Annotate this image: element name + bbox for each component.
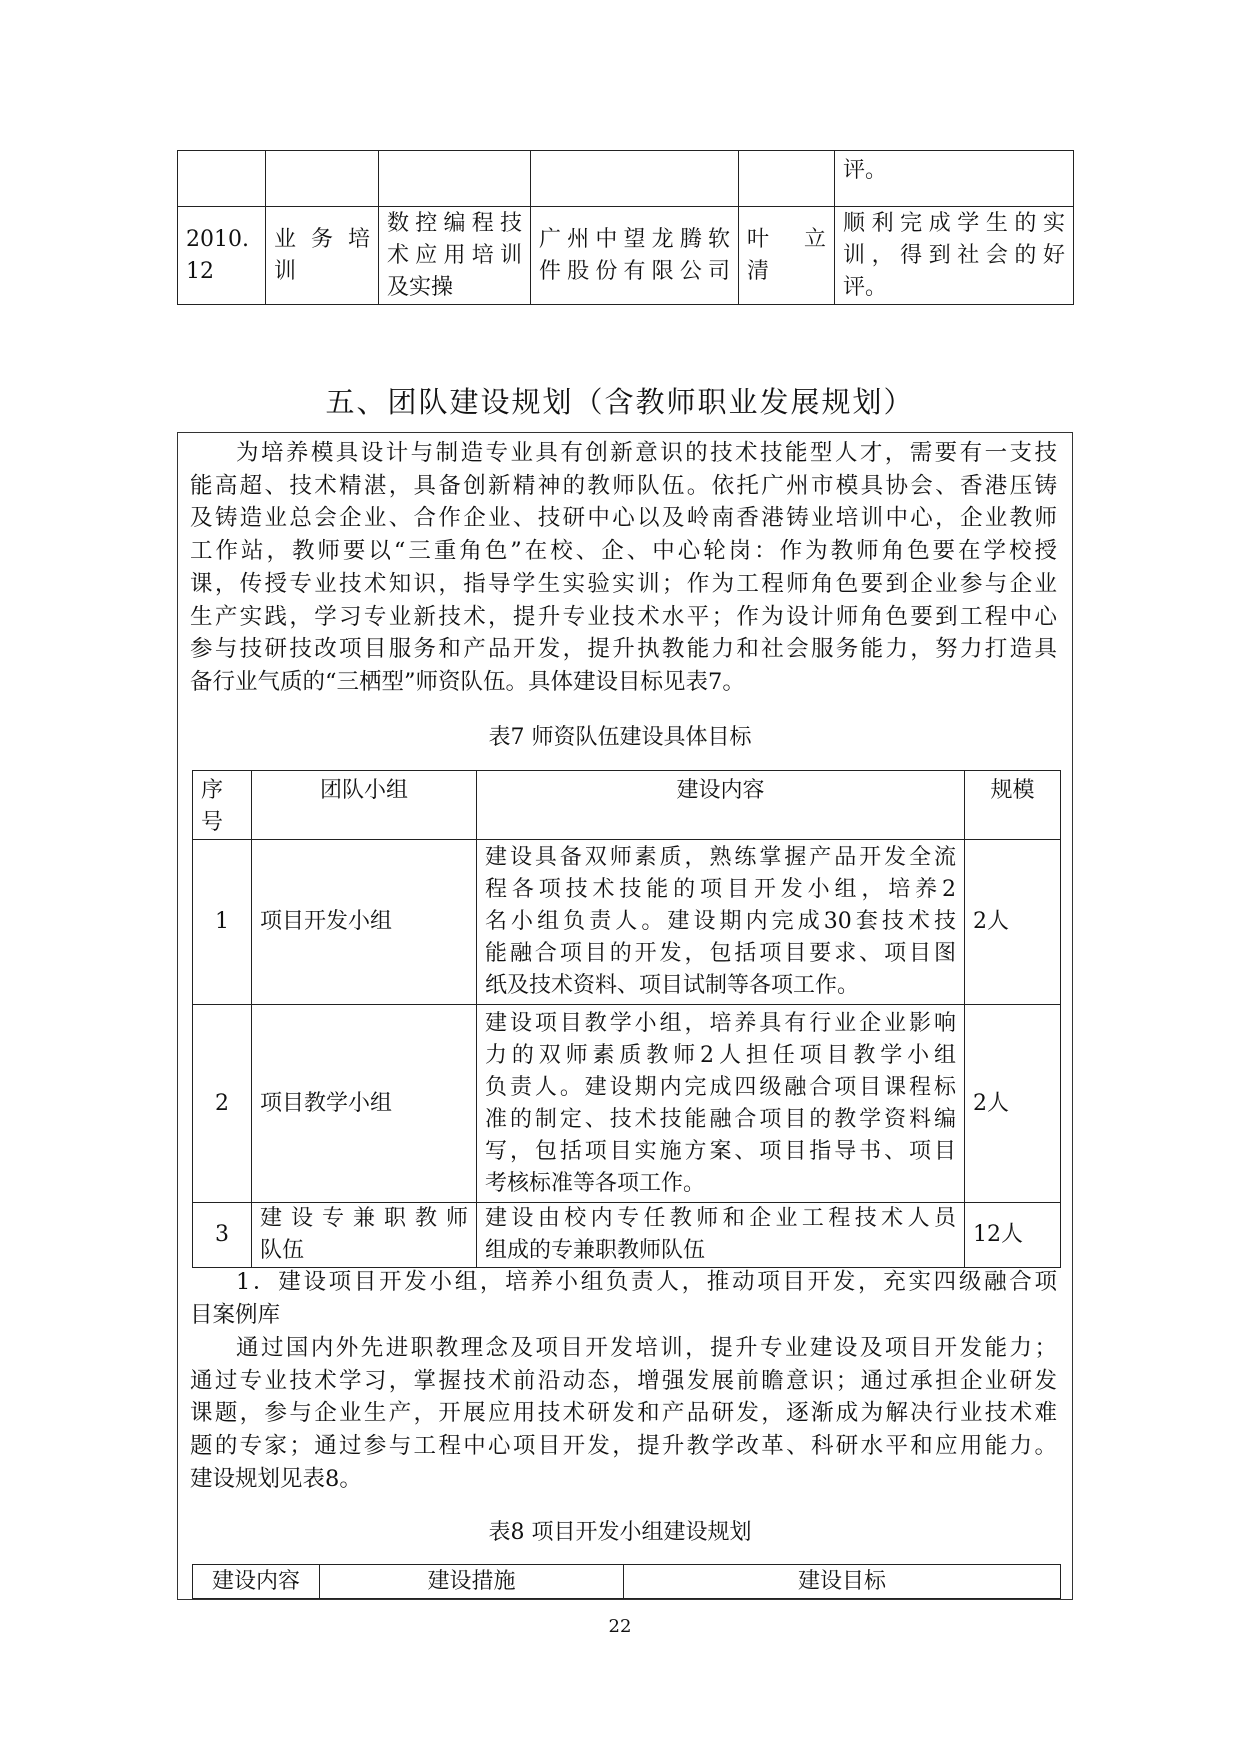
table8: [192, 1564, 1061, 1599]
table-row: [193, 1203, 1061, 1268]
para-line: 能高超、技术精湛，具备创新精神的教师队伍。依托广州市模具协会、香港压铸: [190, 472, 1057, 499]
row-scale: 12人: [965, 1203, 1061, 1268]
row-group: [252, 1203, 477, 1268]
cell-line: 术应用培训: [387, 242, 522, 268]
cell-line: 负责人。建设期内完成四级融合项目课程标: [485, 1074, 956, 1100]
para-line: 备行业气质的“三栖型”师资队伍。具体建设目标见表7。: [190, 668, 745, 695]
cell-line: 组成的专兼职教师队伍: [485, 1238, 706, 1263]
row-scale: 2人: [965, 1005, 1061, 1203]
cell-line: 叶 立: [747, 226, 826, 252]
person-cell: [739, 151, 835, 207]
row-group: 项目开发小组: [252, 840, 477, 1005]
header-content: 建设内容: [193, 1565, 320, 1599]
cell-line: 业 务 培: [274, 226, 370, 252]
table7: [192, 770, 1061, 1268]
cell-line: 清: [747, 258, 770, 284]
cell-line: 号: [201, 810, 224, 835]
cell-line: 准的制定、技术技能融合项目的教学资料编: [485, 1106, 956, 1132]
para-line: 1．建设项目开发小组，培养小组负责人，推动项目开发，充实四级融合项: [236, 1269, 1057, 1295]
para-line: 通过国内外先进职教理念及项目开发培训，提升专业建设及项目开发能力；: [236, 1335, 1057, 1361]
cell-line: 序: [201, 778, 224, 803]
company-cell: [531, 151, 739, 207]
cell-line: 顺利完成学生的实: [843, 210, 1065, 236]
table-header-row: [193, 771, 1061, 840]
table7-caption: 表7 师资队伍建设具体目标: [488, 725, 752, 750]
header-scale: 规模: [965, 771, 1061, 840]
cell-line: 力的双师素质教师2人担任项目教学小组: [485, 1042, 956, 1068]
cell-line: 及实操: [387, 274, 454, 300]
cell-line: 件股份有限公司: [539, 258, 730, 284]
cell-line: 建设具备双师素质，熟练掌握产品开发全流: [485, 845, 956, 870]
content-cell: [379, 207, 531, 305]
section-title: 五、团队建设规划（含教师职业发展规划）: [325, 385, 915, 419]
content-cell: [379, 151, 531, 207]
cell-line: 评。: [843, 274, 888, 300]
table-row: [193, 840, 1061, 1005]
result-cell: [835, 151, 1074, 207]
training-records-table: [177, 150, 1074, 305]
cell-line: 建设专兼职教师: [260, 1206, 468, 1231]
subsection-1-paragraph: [190, 1332, 1057, 1496]
para-line: 建设规划见表8。: [190, 1465, 362, 1492]
cell-line: 建设项目教学小组，培养具有行业企业影响: [485, 1010, 956, 1036]
cell-line: 名小组负责人。建设期内完成30套技术技: [485, 909, 956, 934]
row-no: 3: [193, 1203, 252, 1268]
para-line: 题的专家；通过参与工程中心项目开发，提升教学改革、科研水平和应用能力。: [190, 1433, 1057, 1460]
company-cell: [531, 207, 739, 305]
result-cell: [835, 207, 1074, 305]
para-line: 通过专业技术学习，掌握技术前沿动态，增强发展前瞻意识；通过承担企业研发: [190, 1367, 1057, 1394]
cell-line: 考核标准等各项工作。: [485, 1170, 706, 1196]
row-scale: 2人: [965, 840, 1061, 1005]
para-line: 课题，参与企业生产，开展应用技术研发和产品研发，逐渐成为解决行业技术难: [190, 1400, 1057, 1427]
row-content: [477, 840, 965, 1005]
header-group: 团队小组: [252, 771, 477, 840]
table-row: [178, 151, 1074, 207]
para-line: 生产实践，学习专业新技术，提升专业技术水平；作为设计师角色要到工程中心: [190, 603, 1057, 630]
table8-caption: 表8 项目开发小组建设规划: [488, 1520, 752, 1545]
cell-line: 写，包括项目实施方案、项目指导书、项目: [485, 1138, 956, 1164]
cell-line: 建设由校内专任教师和企业工程技术人员: [485, 1206, 956, 1231]
cell-line: 能融合项目的开发，包括项目要求、项目图: [485, 941, 956, 966]
para-line: 目案例库: [190, 1301, 281, 1328]
cell-line: 评。: [843, 158, 888, 183]
row-content: [477, 1005, 965, 1203]
type-cell: [266, 151, 379, 207]
cell-line: 纸及技术资料、项目试制等各项工作。: [485, 973, 860, 998]
page-number: 22: [608, 1616, 632, 1637]
person-cell: [739, 207, 835, 305]
type-cell: [266, 207, 379, 305]
para-line: 为培养模具设计与制造专业具有创新意识的技术技能型人才，需要有一支技: [236, 440, 1057, 466]
cell-line: 训，得到社会的好: [843, 242, 1065, 268]
cell-line: 训: [274, 258, 297, 284]
para-line: 参与技研技改项目服务和产品开发，提升执教能力和社会服务能力，努力打造具: [190, 636, 1057, 663]
row-no: 1: [193, 840, 252, 1005]
header-no: [193, 771, 252, 840]
para-line: 及铸造业总会企业、合作企业、技研中心以及岭南香港铸业培训中心，企业教师: [190, 505, 1057, 532]
para-line: 课，传授专业技术知识，指导学生实验实训；作为工程师角色要到企业参与企业: [190, 570, 1057, 597]
cell-line: 队伍: [260, 1238, 305, 1263]
para-line: 工作站，教师要以“三重角色”在校、企、中心轮岗：作为教师角色要在学校授: [190, 538, 1057, 565]
row-content: [477, 1203, 965, 1268]
cell-line: 12: [186, 258, 214, 284]
table-row: [178, 207, 1074, 305]
cell-line: 程各项技术技能的项目开发小组，培养2: [485, 877, 956, 902]
header-measures: 建设措施: [320, 1565, 624, 1599]
cell-line: 广州中望龙腾软: [539, 226, 730, 252]
cell-line: 2010.: [186, 226, 249, 252]
intro-paragraph: [190, 437, 1057, 699]
table-row: [193, 1005, 1061, 1203]
header-content: 建设内容: [477, 771, 965, 840]
cell-line: 数控编程技: [387, 210, 522, 236]
header-goals: 建设目标: [624, 1565, 1061, 1599]
subsection-1-heading: [190, 1266, 1057, 1331]
row-group: 项目教学小组: [252, 1005, 477, 1203]
table-header-row: [193, 1565, 1061, 1599]
row-no: 2: [193, 1005, 252, 1203]
date-cell: [178, 151, 266, 207]
date-cell: [178, 207, 266, 305]
